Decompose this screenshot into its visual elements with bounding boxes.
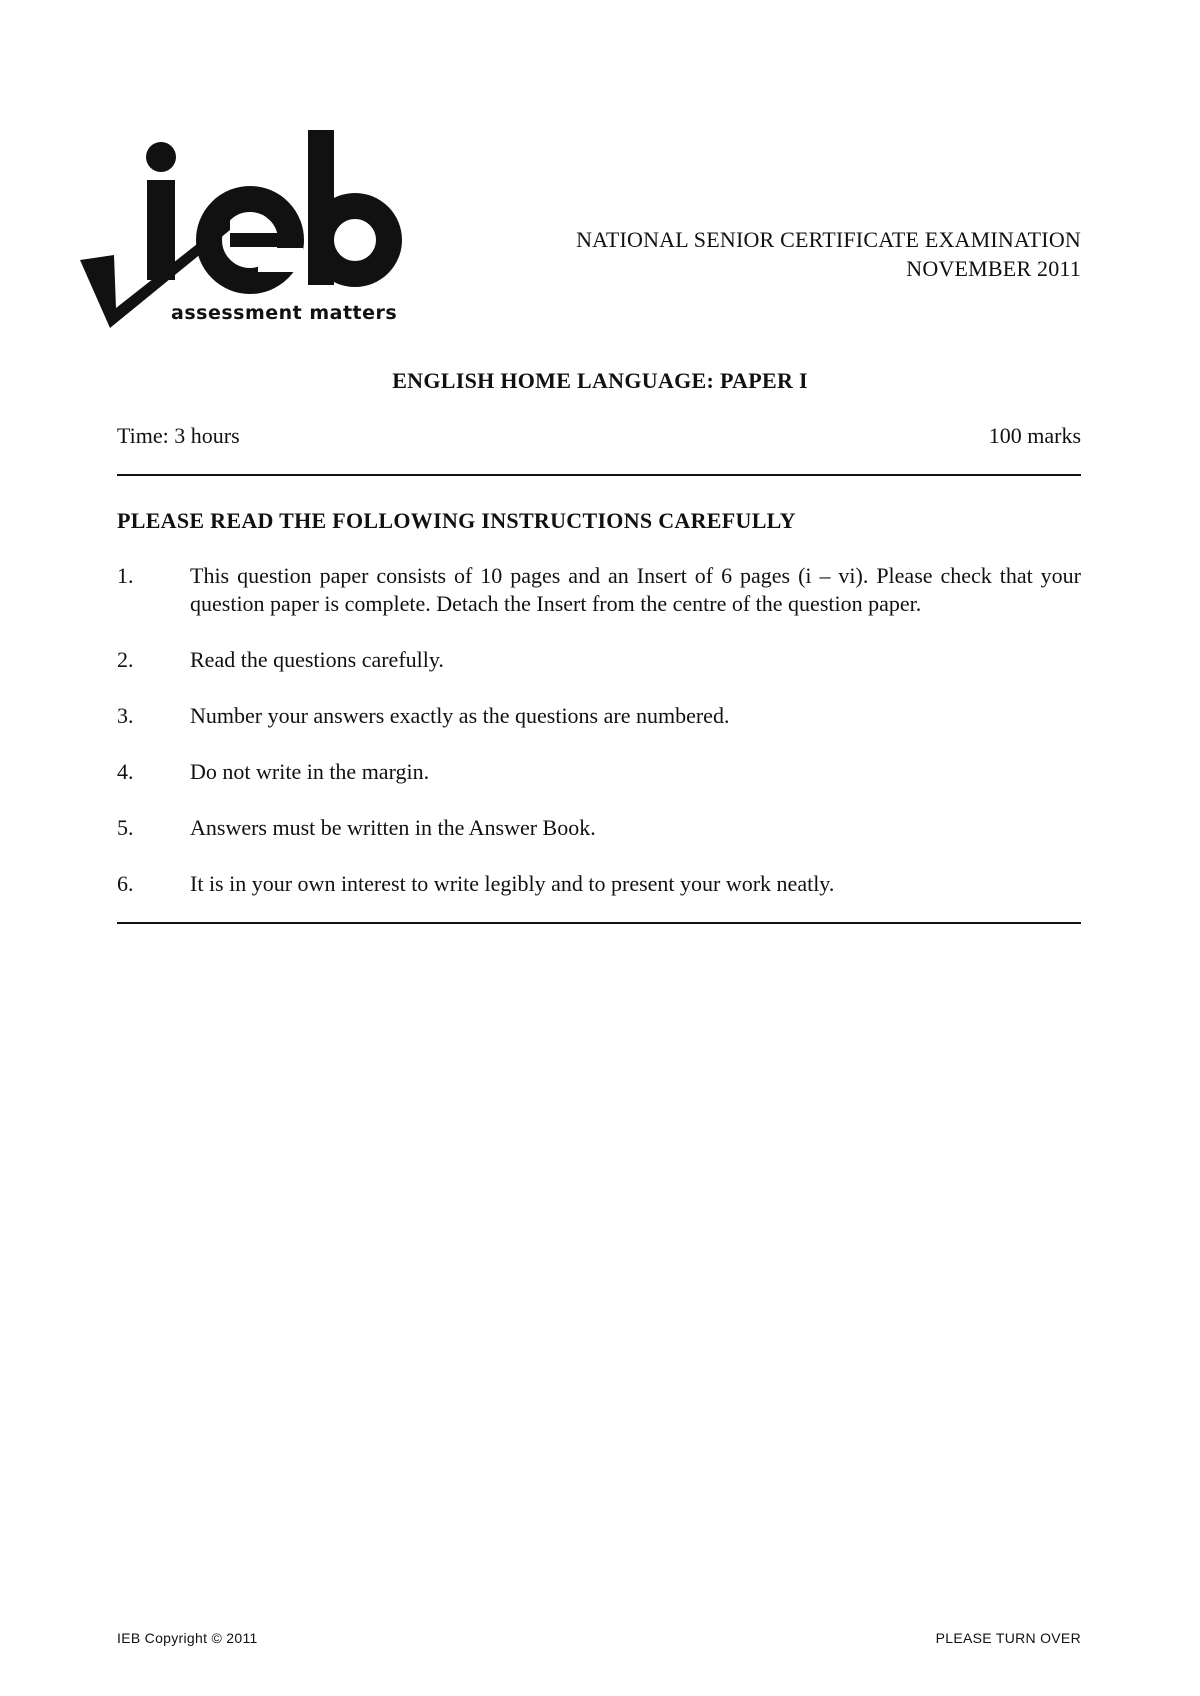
exam-session: NOVEMBER 2011: [906, 256, 1081, 281]
turn-over-notice: PLEASE TURN OVER: [935, 1630, 1081, 1646]
copyright-notice: IEB Copyright © 2011: [117, 1630, 258, 1646]
instruction-item: [117, 758, 1081, 786]
instruction-text: It is in your own interest to write legibly and to present your work neatly.: [190, 871, 835, 896]
instruction-number: 2.: [117, 647, 134, 672]
instruction-text: Answers must be written in the Answer Book.: [190, 815, 596, 840]
exam-header: [576, 225, 1081, 283]
instruction-number: 6.: [117, 871, 134, 896]
bottom-divider: [117, 922, 1081, 924]
logo-tagline: assessment matters: [171, 302, 398, 324]
instruction-number: 3.: [117, 703, 134, 728]
instruction-number: 5.: [117, 815, 134, 840]
paper-title: ENGLISH HOME LANGUAGE: PAPER I: [392, 368, 808, 393]
instruction-number: 4.: [117, 759, 134, 784]
instruction-text: This question paper consists of 10 pages and an Insert of 6 pages (i – vi). Please check that your question paper is complete. Detach the Insert from the centre of the question paper.: [190, 563, 1081, 616]
instruction-item: [117, 562, 1081, 618]
instruction-item: [117, 646, 1081, 674]
ieb-wordmark-checkmark-icon: [80, 130, 420, 360]
page-footer: [117, 1630, 1081, 1646]
ieb-logo: [80, 130, 420, 360]
total-marks: 100 marks: [988, 423, 1081, 448]
instruction-number: 1.: [117, 563, 134, 588]
instruction-text: Read the questions carefully.: [190, 647, 444, 672]
instruction-text: Do not write in the margin.: [190, 759, 430, 784]
instruction-item: [117, 702, 1081, 730]
instruction-text: Number your answers exactly as the questions are numbered.: [190, 703, 730, 728]
instruction-item: [117, 870, 1081, 898]
instructions-heading: PLEASE READ THE FOLLOWING INSTRUCTIONS CAREFULLY: [117, 508, 796, 533]
top-divider: [117, 474, 1081, 476]
exam-name: NATIONAL SENIOR CERTIFICATE EXAMINATION: [576, 227, 1081, 252]
instruction-item: [117, 814, 1081, 842]
instructions-list: [117, 562, 1081, 926]
time-allowed: Time: 3 hours: [117, 423, 240, 448]
paper-meta-row: [117, 423, 1081, 449]
